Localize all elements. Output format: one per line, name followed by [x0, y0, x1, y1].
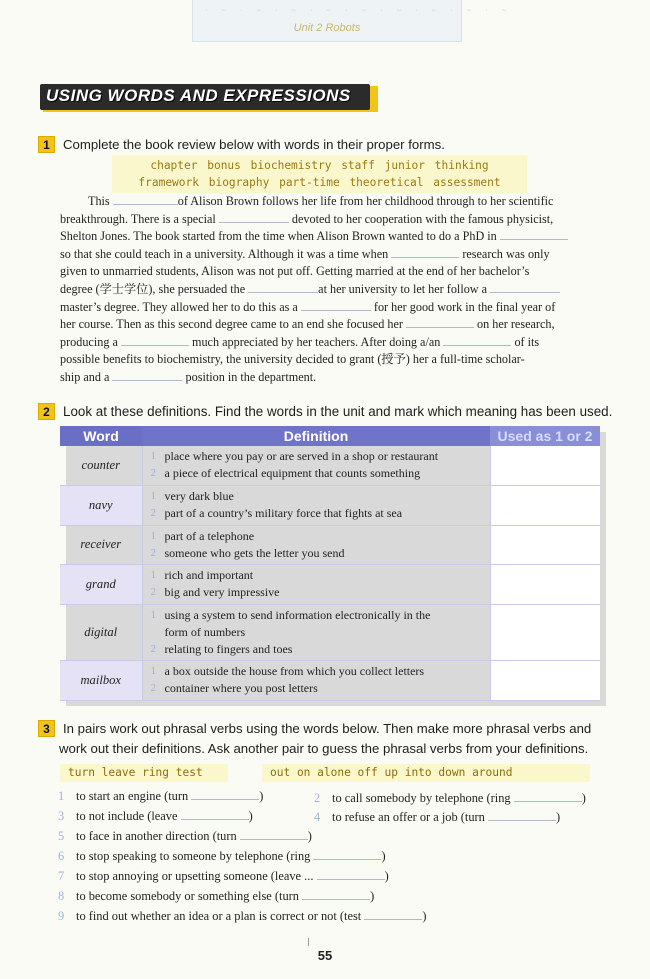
answer-cell[interactable]	[490, 604, 600, 660]
col-header-used-as: Used as 1 or 2	[490, 426, 600, 446]
exercise-number-badge: 1	[38, 136, 55, 153]
word-cell: counter	[60, 446, 142, 485]
answer-cell[interactable]	[490, 525, 600, 564]
review-line-7: master’s degree. They allowed her to do this as a for her good work in the final year of	[60, 299, 556, 314]
review-line-2: breakthrough. There is a special devoted to her cooperation with the famous physicist,	[60, 211, 554, 226]
exercise-2-heading	[38, 403, 612, 421]
answer-blank[interactable]	[406, 316, 474, 328]
word-cell: navy	[60, 485, 142, 525]
definition-cell: 1 using a system to send information electronically in the form of numbers 2 relating to fingers and toes	[142, 604, 490, 660]
answer-blank[interactable]	[364, 908, 422, 920]
answer-blank[interactable]	[112, 369, 182, 381]
table-row	[60, 660, 600, 700]
phrasal-item-9: 9 to find out whether an idea or a plan is correct or not (test )	[58, 909, 427, 923]
definition-cell: 1 part of a telephone 2 someone who gets the letter you send	[142, 525, 490, 564]
review-line-8: her course. Then as this second degree came to an end she focused her on her research,	[60, 317, 555, 332]
answer-blank[interactable]	[181, 808, 249, 820]
col-header-word: Word	[60, 426, 142, 446]
page-number: 55	[317, 948, 333, 963]
page-number-rule	[308, 938, 309, 946]
word-cell: grand	[60, 564, 142, 604]
table-row	[60, 485, 600, 525]
phrasal-item-3: 3 to not include (leave )	[58, 809, 253, 823]
answer-blank[interactable]	[248, 281, 318, 293]
answer-blank[interactable]	[301, 299, 371, 311]
exercise-3-heading	[38, 720, 591, 738]
answer-blank[interactable]	[313, 848, 381, 860]
word-cell: mailbox	[60, 660, 142, 700]
answer-blank[interactable]	[500, 228, 568, 240]
review-line-5: given to unmarried students, Alison was not put off. Getting married at the end of her bachelor’s	[60, 264, 530, 279]
answer-cell[interactable]	[490, 564, 600, 604]
table-row	[60, 446, 600, 485]
exercise-2-instruction: Look at these definitions. Find the words in the unit and mark which meaning has been used.	[63, 404, 613, 419]
review-line-3: Shelton Jones. The book started from the time when Alison Brown wanted to do a PhD in	[60, 228, 568, 246]
phrasal-item-7: 7 to stop annoying or upsetting someone (leave ... )	[58, 869, 389, 883]
phrasal-item-4: 4 to refuse an offer or a job (turn )	[314, 810, 561, 824]
answer-cell[interactable]	[490, 446, 600, 485]
definitions-table	[60, 426, 600, 701]
answer-cell[interactable]	[490, 485, 600, 525]
phrasal-item-8: 8 to become somebody or something else (turn )	[58, 889, 375, 903]
answer-blank[interactable]	[490, 281, 560, 293]
particle-bank: out on alone off up into down around	[262, 764, 590, 782]
answer-blank[interactable]	[240, 828, 308, 840]
word-bank-row-1: chapter bonus biochemistry staff junior thinking	[150, 159, 489, 172]
exercise-3-instruction-line-1: In pairs work out phrasal verbs using the words below. Then make more phrasal verbs and	[63, 721, 592, 736]
exercise-1-instruction: Complete the book review below with words in their proper forms.	[63, 137, 445, 152]
answer-blank[interactable]	[488, 809, 556, 821]
answer-blank[interactable]	[302, 888, 370, 900]
header-decoration: · ~ · ~ · ~ · ~ · ~ · ~ · ~ · ~ · ~	[205, 6, 512, 15]
phrasal-item-5: 5 to face in another direction (turn )	[58, 829, 312, 843]
exercise-number-badge: 3	[38, 720, 55, 737]
answer-blank[interactable]	[514, 790, 582, 802]
table-row	[60, 525, 600, 564]
table-row	[60, 564, 600, 604]
section-title: USING WORDS AND EXPRESSIONS	[46, 86, 351, 105]
phrasal-item-6: 6 to stop speaking to someone by telephone (ring )	[58, 849, 386, 863]
definition-cell: 1 a box outside the house from which you collect letters 2 container where you post letters	[142, 660, 490, 700]
col-header-definition: Definition	[142, 426, 490, 446]
word-bank-row-2: framework biography part-time theoretical assessment	[138, 176, 501, 189]
word-cell: receiver	[60, 525, 142, 564]
phrasal-item-1: 1 to start an engine (turn )	[58, 789, 264, 803]
definition-cell: 1 rich and important 2 big and very impressive	[142, 564, 490, 604]
answer-cell[interactable]	[490, 660, 600, 700]
review-line-1: This of Alison Brown follows her life from her childhood through to her scientific	[88, 194, 554, 208]
answer-blank[interactable]	[219, 211, 289, 223]
unit-title: Unit 2 Robots	[293, 22, 361, 34]
table-header-row	[60, 426, 600, 446]
answer-blank[interactable]	[121, 334, 189, 346]
answer-blank[interactable]	[317, 868, 385, 880]
phrasal-item-2: 2 to call somebody by telephone (ring )	[314, 791, 586, 805]
table-row	[60, 604, 600, 660]
definition-cell: 1 place where you pay or are served in a shop or restaurant 2 a piece of electrical equipment that counts something	[142, 446, 490, 485]
review-line-9: producing a much appreciated by her teachers. After doing a/an of its	[60, 334, 540, 349]
verb-bank: turn leave ring test	[60, 764, 228, 782]
review-line-4: so that she could teach in a university. Although it was a time when research was only	[60, 246, 550, 261]
exercise-3-instruction-line-2: work out their definitions. Ask another pair to guess the phrasal verbs from your definitions.	[59, 741, 589, 756]
word-bank-box	[112, 155, 527, 193]
exercise-number-badge: 2	[38, 403, 55, 420]
answer-blank[interactable]	[391, 246, 459, 258]
answer-blank[interactable]	[113, 193, 178, 205]
definition-cell: 1 very dark blue 2 part of a country’s military force that fights at sea	[142, 485, 490, 525]
answer-blank[interactable]	[191, 788, 259, 800]
word-cell: digital	[60, 604, 142, 660]
exercise-1-heading	[38, 136, 445, 154]
review-line-11: ship and a position in the department.	[60, 370, 317, 384]
review-line-10: possible benefits to biochemistry, the university decided to grant (授予) her a full-time scholar-	[60, 352, 525, 367]
answer-blank[interactable]	[443, 334, 511, 346]
review-line-6: degree (学士学位), she persuaded the at her university to let her follow a	[60, 281, 560, 299]
